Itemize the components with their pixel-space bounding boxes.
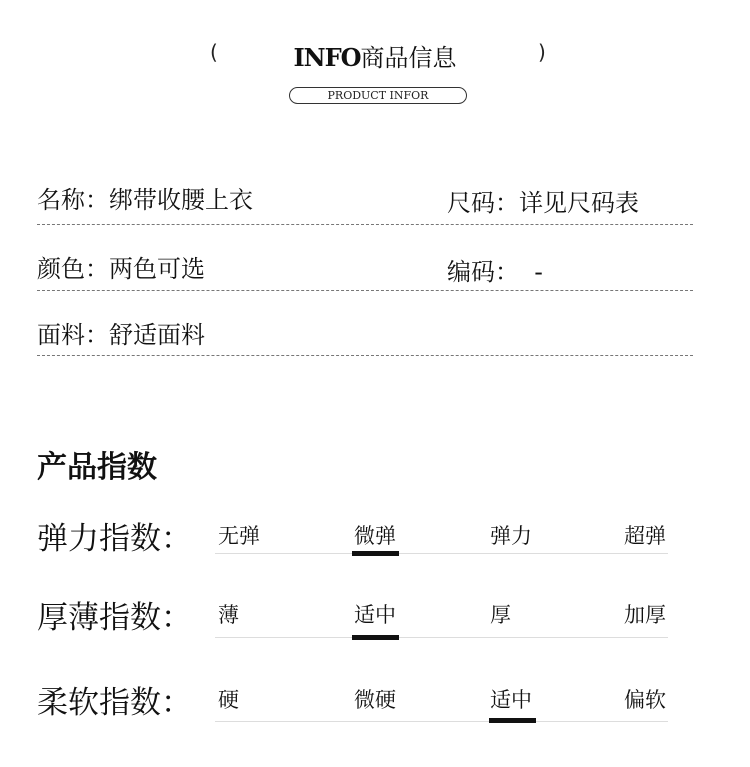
divider — [37, 224, 693, 225]
option-thickness-2: 厚 — [490, 603, 511, 627]
option-elasticity-0: 无弹 — [218, 524, 260, 548]
index-label-softness: 柔软指数： — [37, 685, 192, 721]
selected-marker — [352, 635, 399, 640]
close-parenthesis: ) — [538, 40, 546, 64]
info-color: 颜色：两色可选 — [37, 255, 205, 283]
divider — [37, 290, 693, 291]
option-elasticity-3: 超弹 — [624, 524, 666, 548]
info-size: 尺码：详见尺码表 — [447, 189, 639, 217]
option-softness-1: 微硬 — [354, 688, 396, 712]
index-label-elasticity: 弹力指数： — [37, 521, 192, 557]
option-elasticity-2: 弹力 — [490, 524, 532, 548]
option-softness-2: 适中 — [490, 688, 532, 712]
option-thickness-1: 适中 — [354, 603, 396, 627]
index-label-thickness: 厚薄指数： — [37, 600, 192, 636]
title-cn: 商品信息 — [360, 44, 457, 72]
scale-line — [215, 637, 668, 638]
subtitle-pill: PRODUCT INFOR — [289, 87, 467, 104]
divider — [37, 355, 693, 356]
selected-marker — [489, 718, 536, 723]
option-elasticity-1: 微弹 — [354, 524, 396, 548]
open-parenthesis: ( — [210, 40, 218, 64]
info-name: 名称：绑带收腰上衣 — [37, 186, 253, 214]
option-softness-0: 硬 — [218, 688, 239, 712]
option-thickness-0: 薄 — [218, 603, 239, 627]
info-fabric: 面料：舒适面料 — [37, 321, 205, 349]
info-code: 编码： - — [447, 258, 543, 286]
scale-line — [215, 721, 668, 722]
option-thickness-3: 加厚 — [624, 603, 666, 627]
selected-marker — [352, 551, 399, 556]
title-en: INFO — [293, 43, 361, 72]
scale-line — [215, 553, 668, 554]
page-title — [0, 38, 750, 73]
option-softness-3: 偏软 — [624, 688, 666, 712]
section-title: 产品指数 — [37, 450, 157, 485]
